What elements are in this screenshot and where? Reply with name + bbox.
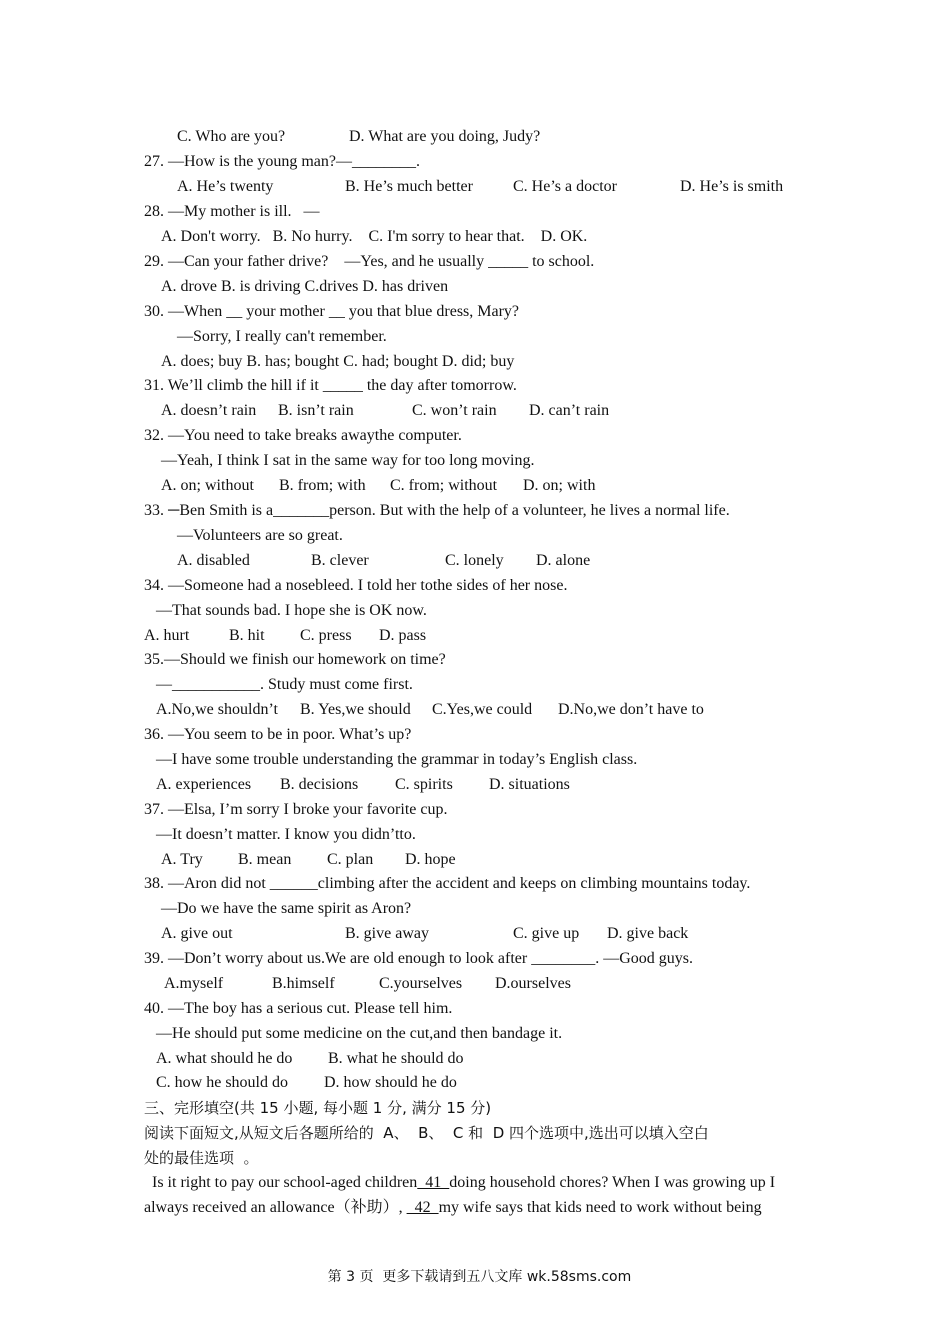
q30-stem-text: 30. —When __ your mother __ you that blue dress, Mary? — [144, 303, 520, 320]
q35-stem-text: 35.—Should we finish our homework on time? — [144, 651, 446, 668]
section3-instruction-1-text: 阅读下面短文,从短文后各题所给的 A、 B、 C 和 D 四个选项中,选出可以填入空白 — [144, 1124, 709, 1142]
q36-option-b: B. decisions — [280, 776, 359, 793]
q38-reply-text: —Do we have the same spirit as Aron? — [161, 900, 412, 917]
q30-stem — [0, 301, 520, 323]
q40-stem-text: 40. —The boy has a serious cut. Please tell him. — [144, 1000, 453, 1017]
q40-option-d: D. how should he do — [324, 1074, 457, 1091]
q30-reply — [0, 326, 387, 348]
q28-options — [0, 226, 588, 248]
q39-option-b: B.himself — [272, 975, 335, 992]
q34-options — [0, 625, 427, 647]
q37-option-d: D. hope — [405, 851, 456, 868]
q37-option-a: A. Try — [161, 851, 203, 868]
q33-reply — [0, 525, 343, 547]
q33-option-b: B. clever — [311, 552, 369, 569]
q40-reply-text: —He should put some medicine on the cut,and then bandage it. — [156, 1025, 563, 1042]
q37-stem — [0, 799, 448, 821]
q27-stem-text: 27. —How is the young man?—________. — [144, 153, 420, 170]
q38-option-b: B. give away — [345, 925, 429, 942]
q37-stem-text: 37. —Elsa, I’m sorry I broke your favorite cup. — [144, 801, 448, 818]
q36-option-a: A. experiences — [156, 776, 252, 793]
section3-instruction-1 — [0, 1122, 709, 1144]
q39-option-c: C.yourselves — [379, 975, 463, 992]
q28-stem — [0, 201, 320, 223]
q38-option-a: A. give out — [161, 925, 233, 942]
q34-stem-text: 34. —Someone had a nosebleed. I told her tothe sides of her nose. — [144, 577, 568, 594]
q32-stem — [0, 425, 462, 447]
section3-instruction-2 — [0, 1147, 259, 1169]
q34-option-a: A. hurt — [144, 627, 190, 644]
q36-reply — [0, 749, 638, 771]
q30-options-text: A. does; buy B. has; bought C. had; bought D. did; buy — [161, 353, 515, 370]
q33-stem — [0, 500, 730, 522]
q29-options-text: A. drove B. is driving C.drives D. has driven — [161, 278, 449, 295]
q32-option-d: D. on; with — [523, 477, 596, 494]
q38-reply — [0, 898, 412, 920]
page-footer-text: 第 3 页 更多下载请到五八文库 wk.58sms.com — [327, 1269, 632, 1285]
q39-options — [0, 973, 571, 995]
page-footer — [0, 1244, 950, 1285]
q34-option-d: D. pass — [379, 627, 427, 644]
q33-reply-text: —Volunteers are so great. — [177, 527, 343, 544]
q31-option-a: A. doesn’t rain — [161, 402, 257, 419]
passage-line-1-post: doing household chores? When I was growing up I — [449, 1174, 776, 1191]
q26-option-c: C. Who are you? — [177, 128, 286, 145]
q34-stem — [0, 575, 568, 597]
q35-option-c: C.Yes,we could — [432, 701, 533, 718]
q34-reply-text: —That sounds bad. I hope she is OK now. — [156, 602, 427, 619]
q33-stem-text: 33. ─Ben Smith is a_______person. But with the help of a volunteer, he lives a normal life. — [144, 502, 730, 519]
q37-option-b: B. mean — [238, 851, 292, 868]
passage-line-2-post: my wife says that kids need to work without being — [438, 1199, 762, 1216]
q27-option-a: A. He’s twenty — [177, 178, 274, 195]
q36-options — [0, 774, 570, 796]
q33-option-a: A. disabled — [177, 552, 250, 569]
passage-line-1 — [0, 1172, 776, 1194]
q31-stem-text: 31. We’ll climb the hill if it _____ the day after tomorrow. — [144, 377, 517, 394]
q37-reply — [0, 824, 416, 846]
q37-reply-text: —It doesn’t matter. I know you didn’tto. — [156, 826, 416, 843]
q28-options-text: A. Don't worry. B. No hurry. C. I'm sorry to hear that. D. OK. — [161, 228, 588, 245]
q35-reply — [0, 674, 413, 696]
q27-options — [0, 176, 784, 198]
q39-option-a: A.myself — [164, 975, 224, 992]
q27-stem — [0, 151, 420, 173]
passage-line-2-pre: always received an allowance（补助）, — [144, 1199, 407, 1216]
q33-options — [0, 550, 591, 572]
q40-option-b: B. what he should do — [328, 1050, 464, 1067]
q40-options-row1 — [0, 1048, 464, 1070]
q38-option-c: C. give up — [513, 925, 580, 942]
q40-options-row2 — [0, 1072, 457, 1094]
blank-41: 41 — [417, 1174, 450, 1191]
q34-reply — [0, 600, 427, 622]
q32-reply-text: —Yeah, I think I sat in the same way for too long moving. — [161, 452, 535, 469]
q34-option-b: B. hit — [229, 627, 265, 644]
q37-option-c: C. plan — [327, 851, 374, 868]
q31-stem — [0, 375, 517, 397]
q31-option-b: B. isn’t rain — [278, 402, 354, 419]
q36-stem-text: 36. —You seem to be in poor. What’s up? — [144, 726, 412, 743]
q32-stem-text: 32. —You need to take breaks awaythe computer. — [144, 427, 462, 444]
q33-option-d: D. alone — [536, 552, 591, 569]
q28-stem-text: 28. —My mother is ill. — — [144, 203, 320, 220]
q35-option-d: D.No,we don’t have to — [558, 701, 704, 718]
q35-stem — [0, 649, 446, 671]
section3-heading-text: 三、完形填空(共 15 小题, 每小题 1 分, 满分 15 分) — [144, 1099, 492, 1117]
q36-reply-text: —I have some trouble understanding the grammar in today’s English class. — [156, 751, 638, 768]
q39-stem-text: 39. —Don’t worry about us.We are old enough to look after ________. —Good guys. — [144, 950, 693, 967]
q27-option-b: B. He’s much better — [345, 178, 473, 195]
q31-option-d: D. can’t rain — [529, 402, 610, 419]
q32-option-a: A. on; without — [161, 477, 254, 494]
q27-option-d: D. He’s is smith — [680, 178, 784, 195]
q31-option-c: C. won’t rain — [412, 402, 497, 419]
q36-stem — [0, 724, 412, 746]
q35-options — [0, 699, 704, 721]
passage-line-2 — [0, 1197, 762, 1219]
q40-option-c: C. how he should do — [156, 1074, 288, 1091]
q26-options — [0, 126, 541, 148]
q38-options — [0, 923, 689, 945]
q32-option-b: B. from; with — [279, 477, 366, 494]
q39-option-d: D.ourselves — [495, 975, 571, 992]
q29-stem-text: 29. —Can your father drive? —Yes, and he usually _____ to school. — [144, 253, 595, 270]
q35-reply-text: —___________. Study must come first. — [156, 676, 413, 693]
q30-options — [0, 351, 515, 373]
q29-options — [0, 276, 449, 298]
q40-reply — [0, 1023, 563, 1045]
q39-stem — [0, 948, 693, 970]
q32-option-c: C. from; without — [390, 477, 498, 494]
section3-instruction-2-text: 处的最佳选项 。 — [144, 1149, 259, 1167]
q33-option-c: C. lonely — [445, 552, 504, 569]
q26-option-d: D. What are you doing, Judy? — [349, 128, 541, 145]
q40-option-a: A. what should he do — [156, 1050, 293, 1067]
q38-option-d: D. give back — [607, 925, 689, 942]
q32-options — [0, 475, 596, 497]
q35-option-b: B. Yes,we should — [300, 701, 411, 718]
q30-reply-text: —Sorry, I really can't remember. — [177, 328, 387, 345]
q36-option-d: D. situations — [489, 776, 570, 793]
passage-line-1-pre: Is it right to pay our school-aged children — [144, 1174, 418, 1191]
q36-option-c: C. spirits — [395, 776, 453, 793]
q27-option-c: C. He’s a doctor — [513, 178, 617, 195]
q40-stem — [0, 998, 453, 1020]
q29-stem — [0, 251, 595, 273]
q32-reply — [0, 450, 535, 472]
q31-options — [0, 400, 610, 422]
q38-stem-text: 38. —Aron did not ______climbing after the accident and keeps on climbing mountains today. — [144, 875, 751, 892]
passage-line-2-text — [144, 1197, 762, 1219]
section3-heading — [0, 1097, 492, 1119]
q35-option-a: A.No,we shouldn’t — [156, 701, 278, 718]
blank-42: 42 — [406, 1199, 439, 1216]
q37-options — [0, 849, 456, 871]
q38-stem — [0, 873, 751, 895]
q34-option-c: C. press — [300, 627, 352, 644]
passage-line-1-text — [144, 1172, 775, 1194]
